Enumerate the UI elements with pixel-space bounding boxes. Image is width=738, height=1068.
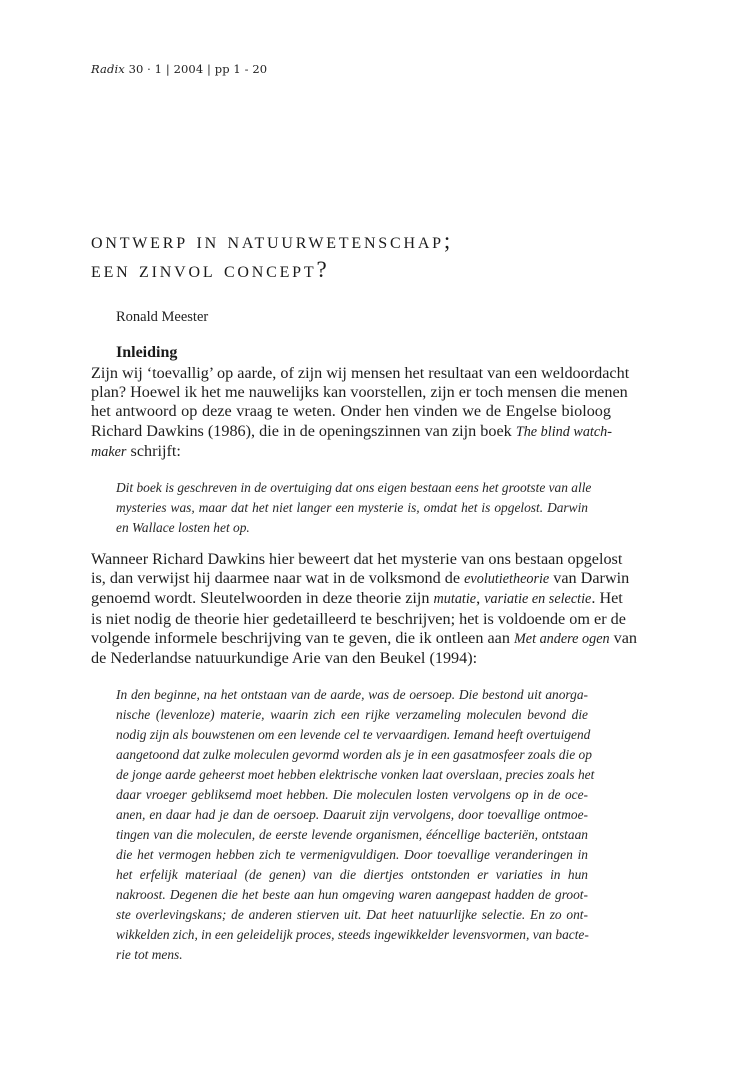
book-title: Met andere ogen xyxy=(513,630,610,647)
paragraph-text: Richard Dawkins (1986), die in de openingszinnen van zijn boek xyxy=(91,421,516,440)
author-name: Ronald Meester xyxy=(116,309,209,325)
paragraph-line: Zijn wij ‘toevallig’ op aarde, of zijn wij mensen het resultaat van een weldoordacht xyxy=(91,364,630,382)
quote-line: aangetoond dat zulke moleculen gevormd worden als je in een gasatmosfeer zoals die op xyxy=(116,747,592,762)
paragraph-line: is niet nodig de theorie hier gedetailleerd te beschrijven; het is voldoende om er de xyxy=(91,609,626,628)
emphasis-term: evolutietheorie xyxy=(464,571,550,588)
article-title xyxy=(91,226,651,284)
paragraph-intro xyxy=(91,364,630,462)
quote-line: daar vroeger gebliksemd moet hebben. Die moleculen losten vervolgens op in de oce- xyxy=(116,787,588,802)
quote-line: nodig zijn als bouwstenen om een levende cel te vervaardigen. Iemand heeft overtuigend xyxy=(116,727,591,742)
quote-line: nakroost. Degenen die het beste aan hun omgeving waren aangepast hadden de groot- xyxy=(116,887,588,902)
paragraph-line xyxy=(91,589,623,609)
paragraph-evolution xyxy=(91,550,638,668)
quote-line: In den beginne, na het ontstaan van de aarde, was de oersoep. Die bestond uit anorga- xyxy=(116,687,588,702)
block-quote-van-den-beukel xyxy=(116,685,595,965)
paragraph-text: van xyxy=(609,628,638,647)
title-line-1: ontwerp in natuurwetenschap; xyxy=(91,228,454,253)
quote-line: Dit boek is geschreven in de overtuiging dat ons eigen bestaan eens het grootste van alle xyxy=(116,480,592,495)
running-head xyxy=(91,62,267,76)
block-quote-dawkins xyxy=(116,478,592,538)
book-title-cont: maker xyxy=(91,443,127,460)
paragraph-text: volgende informele beschrijving van te geven, die ik ontleen aan xyxy=(91,628,514,647)
paragraph-line: het antwoord op deze vraag te weten. Onder hen vinden we de Engelse bioloog xyxy=(91,402,611,421)
emphasis-term: mutatie xyxy=(433,591,477,608)
paragraph-text: , xyxy=(476,589,485,608)
emphasis-term: variatie en selectie xyxy=(484,591,592,608)
quote-line: ste overlevingskans; de anderen stierven uit. Dat heet natuurlijke selectie. En zo ont- xyxy=(116,907,588,922)
paragraph-line xyxy=(91,442,611,462)
quote-line: anen, en daar had je dan de oersoep. Daaruit zijn vervolgens, door toevallige ontmoe- xyxy=(116,807,588,822)
quote-line: het erfelijk materiaal (de genen) van die diertjes ontstonden er variaties in hun xyxy=(116,867,588,882)
paragraph-text: is, dan verwijst hij daarmee naar wat in de volksmond de xyxy=(91,569,465,588)
book-title: The blind watch- xyxy=(515,423,612,440)
paragraph-text: van Darwin xyxy=(549,569,630,588)
quote-line: rie tot mens. xyxy=(116,947,183,962)
quote-line: en Wallace losten het op. xyxy=(116,520,250,535)
paragraph-line xyxy=(91,422,611,442)
issue-info: 30 · 1 | 2004 | pp 1 - 20 xyxy=(128,62,268,76)
quote-line: die het vermogen hebben zich te vermenigvuldigen. Door toevallige veranderingen in xyxy=(116,847,588,862)
quote-line: wikkelden zich, in een geleidelijk proces, steeds ingewikkelder levensvormen, van bacte- xyxy=(116,927,589,942)
paragraph-line: plan? Hoewel ik het me nauwelijks kan voorstellen, zijn er toch mensen die menen xyxy=(91,383,628,402)
quote-line: mysteries was, maar dat het niet langer een mysterie is, omdat het is opgelost. Darwin xyxy=(116,500,588,515)
quote-line: nische (levenloze) materie, waarin zich een rijke verzameling moleculen bevond die xyxy=(116,707,588,722)
quote-line: de jonge aarde geheerst moet hebben elektrische vonken laat overslaan, precies zoals het xyxy=(116,767,595,782)
paragraph-text: genoemd wordt. Sleutelwoorden in deze theorie zijn xyxy=(91,589,434,608)
paragraph-text: schrijft: xyxy=(126,441,181,460)
title-line-2: een zinvol concept? xyxy=(91,257,330,282)
quote-line: tingen van die moleculen, de eerste levende organismen, ééncellige bacteriën, ontstaan xyxy=(116,827,588,842)
paragraph-line: Wanneer Richard Dawkins hier beweert dat het mysterie van ons bestaan opgelost xyxy=(91,550,623,568)
paragraph-line xyxy=(91,569,630,589)
paragraph-line: de Nederlandse natuurkundige Arie van den Beukel (1994): xyxy=(91,649,478,668)
section-heading: Inleiding xyxy=(116,344,178,361)
journal-name: Radix xyxy=(91,62,125,76)
paragraph-text: . Het xyxy=(591,589,623,608)
paragraph-line xyxy=(91,628,638,649)
